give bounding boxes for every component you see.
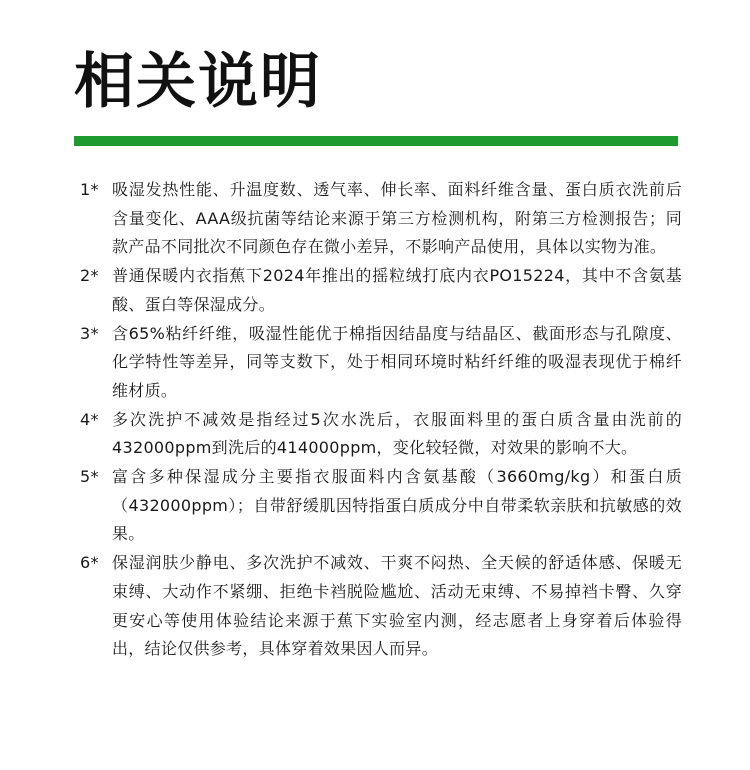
note-text: 吸湿发热性能、升温度数、透气率、伸长率、面料纤维含量、蛋白质衣洗前后含量变化、AAA级抗菌等结论来源于第三方检测机构，附第三方检测报告；同款产品不同批次不同颜色存在微小差异，不影响产品使用，具体以实物为准。 xyxy=(112,180,682,257)
note-item xyxy=(80,320,682,406)
note-item xyxy=(80,176,682,262)
page-title: 相关说明 xyxy=(74,47,322,117)
note-number: 4* xyxy=(80,409,99,429)
note-item xyxy=(80,549,682,664)
note-number: 1* xyxy=(80,180,99,199)
notes-list xyxy=(80,176,682,664)
note-text: 保湿润肤少静电、多次洗护不减效、干爽不闷热、全天候的舒适体感、保暖无束缚、大动作不紧绷、拒绝卡裆脱险尴尬、活动无束缚、不易掉裆卡臀、久穿更安心等使用体验结论来源于蕉下实验室内测，经志愿者上身穿着后体验得出，结论仅供参考，具体穿着效果因人而异。 xyxy=(112,553,682,659)
note-text: 普通保暖内衣指蕉下2024年推出的摇粒绒打底内衣PO15224，其中不含氨基酸、蛋白等保湿成分。 xyxy=(112,266,682,314)
note-number: 5* xyxy=(80,467,99,487)
note-number: 2* xyxy=(80,266,99,286)
note-text: 多次洗护不减效是指经过5次水洗后，衣服面料里的蛋白质含量由洗前的432000ppm到洗后的414000ppm，变化较轻微，对效果的影响不大。 xyxy=(112,409,682,458)
note-item xyxy=(80,463,682,549)
title-divider xyxy=(74,136,678,146)
note-text: 富含多种保湿成分主要指衣服面料内含氨基酸（3660mg/kg）和蛋白质（432000ppm）；自带舒缓肌因特指蛋白质成分中自带柔软亲肤和抗敏感的效果。 xyxy=(112,467,682,544)
note-item xyxy=(80,406,682,463)
note-number: 6* xyxy=(80,553,99,573)
note-text: 含65%粘纤纤维，吸湿性能优于棉指因结晶度与结晶区、截面形态与孔隙度、化学特性等差异，同等支数下，处于相同环境时粘纤纤维的吸湿表现优于棉纤维材质。 xyxy=(112,323,682,400)
note-number: 3* xyxy=(80,323,99,343)
note-item xyxy=(80,262,682,319)
